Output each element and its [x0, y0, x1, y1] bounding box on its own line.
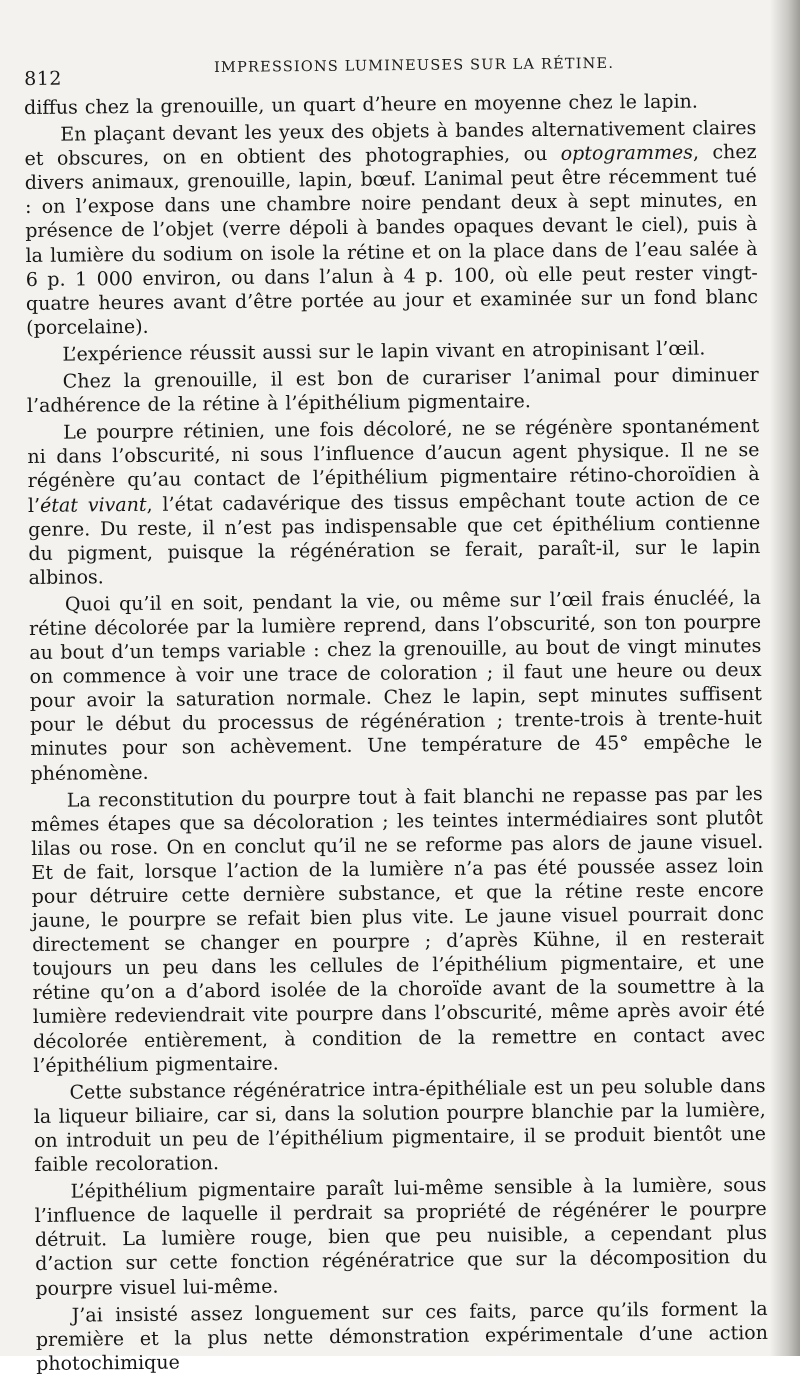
page-edge-shadow	[770, 0, 800, 1356]
paragraph-5-text-b: , l’état cadavérique des tissus empêchant toute action de ce genre. Du reste, il n’est pas indispensable que cet épithélium contienne du pigment, puisque la régénération se ferait, paraît-il, sur le lapin albinos.	[28, 487, 761, 589]
paragraph-9: L’épithélium pigmentaire paraît lui-même sensible à la lumière, sous l’influence de laquelle il perdrait sa propriété de régénérer le pourpre détruit. La lumière rouge, bien que peu nuisible, a cependant plus d’action sur cette fonction régénératrice que sur la décomposition du pourpre visuel lui-même.	[34, 1174, 768, 1300]
italic-term-etat-vivant: état vivant	[39, 493, 147, 517]
page-header	[24, 54, 754, 92]
paragraph-4: Chez la grenouille, il est bon de curariser l’animal pour diminuer l’adhérence de la rétine à l’épithélium pigmentaire.	[26, 363, 759, 418]
paragraph-8: Cette substance régénératrice intra-épithéliale est un peu soluble dans la liqueur biliaire, car si, dans la solution pourpre blanchie par la lumière, on introduit un peu de l’épithélium pigmentaire, il se produit bientôt une faible recoloration.	[33, 1074, 767, 1176]
paragraph-2	[24, 116, 758, 340]
paragraph-2-text-b: , chez divers animaux, grenouille, lapin, bœuf. L’animal peut être récemment tué : on l’expose dans une chambre noire pendant deux à sept minutes, en présence de l’objet (verre dépoli à bandes opaques devant le ciel), puis à la lumière du sodium on isole la rétine et on la place dans de l’eau salée à 6 p. 1 000 environ, ou dans l’alun à 4 p. 100, où elle peut rester vingt-quatre heures avant d’être portée au jour et examinée sur un fond blanc (porcelaine).	[24, 141, 759, 339]
body-text	[24, 89, 768, 1379]
running-head: IMPRESSIONS LUMINEUSES SUR LA RÉTINE.	[213, 55, 615, 77]
italic-term-optogrammes: optogrammes	[560, 141, 694, 166]
paragraph-6: Quoi qu’il en soit, pendant la vie, ou même sur l’œil frais énucléé, la rétine décolorée par la lumière reprend, dans l’obscurité, son ton pourpre au bout d’un temps variable : chez la grenouille, au bout de vingt minutes on commence à voir une trace de coloration ; il faut une heure ou deux pour avoir la saturation normale. Chez le lapin, sept minutes suffisent pour le début du processus de régénération ; trente-trois à trente-huit minutes pour son achèvement. Une température de 45° empêche le phénomène.	[29, 586, 763, 785]
paragraph-10: J’ai insisté assez longuement sur ces faits, parce qu’ils forment la première et la plus nette démonstration expérimentale d’une action photochimique	[35, 1297, 769, 1375]
paragraph-3: L’expérience réussit aussi sur le lapin vivant en atropinisant l’œil.	[62, 337, 706, 366]
paragraph-5	[27, 414, 761, 590]
paragraph-7: La reconstitution du pourpre tout à fait blanchi ne repasse pas par les mêmes étapes que sa décoloration ; les teintes intermédiaires sont plutôt lilas ou rose. On en conclut qu’il ne se reforme pas alors de jaune visuel. Et de fait, lorsque l’action de la lumière n’a pas été poussée assez loin pour détruire cette dernière substance, et que la rétine reste encore jaune, le pourpre se refait bien plus vite. Le jaune visuel pourrait donc directement se changer en pourpre ; d’après Kühne, il en resterait toujours un peu dans les cellules de l’épithélium pigmentaire, et une rétine qu’on a d’abord isolée de la choroïde avant de la soumettre à la lumière redeviendrait vite pourpre dans l’obscurité, même après avoir été décolorée entièrement, à condition de la remettre en contact avec l’épithélium pigmentaire.	[30, 782, 766, 1077]
paragraph-5-text-a: Le pourpre rétinien, une fois décoloré, ne se régénère spontanément ni dans l’obscurité, ni sous l’influence d’aucun agent physique. Il ne se régénère qu’au contact de l’épithélium pigmentaire rétino-choroïdien à l’	[27, 415, 760, 517]
paragraph-1: diffus chez la grenouille, un quart d’heure en moyenne chez le lapin.	[24, 90, 698, 119]
paragraph-2-text-a: En plaçant devant les yeux des objets à bandes alternativement claires et obscures, on en obtient des photographies, ou	[24, 117, 757, 171]
page-number: 812	[24, 67, 63, 90]
